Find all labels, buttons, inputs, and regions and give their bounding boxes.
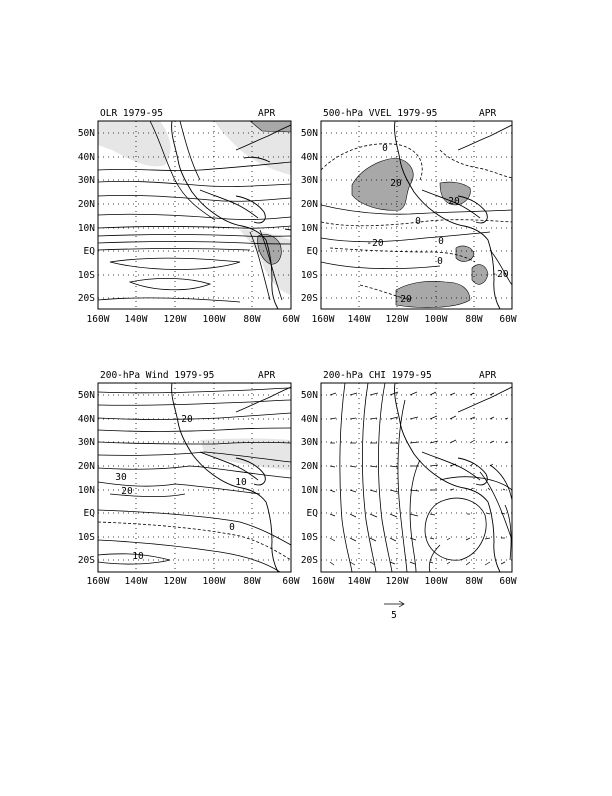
chi-contour [362, 383, 376, 572]
panel-chi [301, 370, 517, 587]
lon-tick-label: 100W [202, 314, 226, 325]
contour-label: 20 [390, 178, 402, 189]
lat-tick-label: EQ [306, 246, 318, 257]
lon-tick-label: 120W [385, 314, 409, 325]
lat-tick-label: 20S [300, 555, 318, 566]
lon-tick-label: 100W [424, 314, 448, 325]
contour-label: 10 [235, 477, 247, 488]
lon-tick-label: 60W [499, 314, 517, 325]
chi-contour [490, 465, 512, 500]
contour-label: 10 [132, 551, 144, 562]
panel-title: 200-hPa CHI 1979-95 [323, 370, 432, 381]
panel-frame [321, 383, 512, 572]
olr-contour [98, 181, 291, 186]
contour-label: 20 [448, 196, 460, 207]
contour-label: -20 [491, 269, 509, 280]
chi-contour [440, 477, 512, 490]
lon-tick-label: 60W [282, 576, 300, 587]
lon-tick-label: 80W [465, 314, 483, 325]
lon-tick-label: 140W [124, 314, 148, 325]
vvel-contour [321, 205, 512, 214]
vvel-contour [321, 262, 440, 269]
shading-ascent [456, 246, 474, 261]
lon-tick-label: 120W [163, 314, 187, 325]
panel-vvel [301, 108, 517, 325]
olr-contour [180, 121, 200, 180]
wind-contour [98, 540, 280, 572]
lat-tick-label: 30N [77, 175, 95, 186]
contour-label: 20 [181, 414, 193, 425]
wind-contour [98, 428, 291, 432]
contour-label: 0 [229, 522, 235, 533]
lat-tick-label: 50N [77, 128, 95, 139]
wind-contour [98, 510, 291, 545]
lat-tick-label: 40N [77, 152, 95, 163]
lat-axis [78, 390, 95, 566]
vvel-contour [440, 150, 512, 178]
lon-tick-label: 100W [424, 576, 448, 587]
olr-contour [98, 195, 291, 201]
contour-label: 0 [382, 143, 388, 154]
chi-contour [425, 498, 486, 560]
lon-tick-label: 100W [202, 576, 226, 587]
panel-month: APR [258, 108, 276, 119]
panel-olr [78, 108, 300, 325]
lon-axis [87, 314, 300, 325]
lat-tick-label: 50N [77, 390, 95, 401]
lat-tick-label: EQ [83, 508, 95, 519]
lat-tick-label: 40N [77, 414, 95, 425]
panel-wind [78, 370, 300, 587]
panel-month: APR [258, 370, 276, 381]
lon-tick-label: 160W [86, 314, 110, 325]
wind-contour [98, 413, 291, 420]
lon-axis [87, 576, 300, 587]
chi-contour [505, 505, 511, 560]
lat-tick-label: 20N [300, 461, 318, 472]
lat-tick-label: 40N [300, 152, 318, 163]
lon-axis [312, 314, 517, 325]
olr-contour [110, 258, 240, 269]
grid-lines [321, 383, 512, 572]
lat-tick-label: EQ [83, 246, 95, 257]
lat-tick-label: EQ [306, 508, 318, 519]
vector-key-arrow [384, 601, 404, 607]
contour-label: 0 [438, 236, 444, 247]
contour-label: 0 [415, 216, 421, 227]
lat-tick-label: 20N [77, 199, 95, 210]
contour-label: 20 [400, 294, 412, 305]
lat-tick-label: 10S [300, 532, 318, 543]
chi-contour [480, 472, 512, 540]
lat-tick-label: 20N [300, 199, 318, 210]
olr-contour [98, 298, 240, 302]
lat-tick-label: 10N [77, 485, 95, 496]
vvel-contour [330, 248, 475, 262]
lat-tick-label: 20S [300, 293, 318, 304]
lat-tick-label: 10N [300, 223, 318, 234]
coastline [172, 383, 291, 572]
lon-tick-label: 60W [282, 314, 300, 325]
lat-tick-label: 40N [300, 414, 318, 425]
lon-tick-label: 140W [347, 576, 371, 587]
lon-tick-label: 120W [385, 576, 409, 587]
lat-tick-label: 30N [300, 437, 318, 448]
contour-labels [115, 414, 247, 562]
lon-tick-label: 160W [311, 576, 335, 587]
lat-tick-label: 30N [300, 175, 318, 186]
lat-tick-label: 20S [77, 555, 95, 566]
lat-tick-label: 10N [77, 223, 95, 234]
lat-tick-label: 50N [300, 128, 318, 139]
contour-label: 30 [115, 472, 127, 483]
lat-tick-label: 10S [77, 270, 95, 281]
lon-tick-label: 140W [124, 576, 148, 587]
lon-tick-label: 160W [86, 576, 110, 587]
lon-tick-label: 60W [499, 576, 517, 587]
lat-axis [78, 128, 95, 304]
chi-contour [429, 545, 440, 572]
lon-tick-label: 120W [163, 576, 187, 587]
wind-contour [98, 388, 291, 393]
lat-tick-label: 10S [77, 532, 95, 543]
lat-tick-label: 20N [77, 461, 95, 472]
olr-contour [98, 226, 291, 228]
contour-label: 0 [437, 256, 443, 267]
chi-contour [340, 383, 352, 572]
lon-axis [312, 576, 517, 587]
olr-contour [98, 249, 250, 251]
panel-title: OLR 1979-95 [100, 108, 163, 119]
wind-contour [98, 522, 291, 560]
lon-tick-label: 80W [243, 314, 261, 325]
lat-tick-label: 50N [300, 390, 318, 401]
chi-contour [398, 400, 407, 572]
lon-tick-label: 80W [465, 576, 483, 587]
panel-title: 500-hPa VVEL 1979-95 [323, 108, 438, 119]
lat-tick-label: 10N [300, 485, 318, 496]
lat-tick-label: 30N [77, 437, 95, 448]
lon-tick-label: 160W [311, 314, 335, 325]
lat-axis [301, 390, 318, 566]
vvel-contour [321, 232, 490, 242]
lon-tick-label: 140W [347, 314, 371, 325]
panel-title: 200-hPa Wind 1979-95 [100, 370, 215, 381]
lon-tick-label: 80W [243, 576, 261, 587]
olr-contour [130, 278, 210, 289]
vector-key [384, 601, 404, 621]
lat-axis [301, 128, 318, 304]
lat-tick-label: 20S [77, 293, 95, 304]
divergent-wind-vectors [330, 392, 508, 565]
olr-contour [98, 214, 291, 219]
lat-tick-label: 10S [300, 270, 318, 281]
panel-month: APR [479, 370, 497, 381]
contour-label: -20 [366, 238, 384, 249]
chi-contour [378, 383, 392, 572]
shading-ascent [352, 158, 413, 210]
chi-contour [410, 460, 420, 572]
contour-label: 20 [121, 486, 133, 497]
coastline [395, 121, 512, 309]
vector-key-label: 5 [391, 610, 397, 621]
panel-month: APR [479, 108, 497, 119]
